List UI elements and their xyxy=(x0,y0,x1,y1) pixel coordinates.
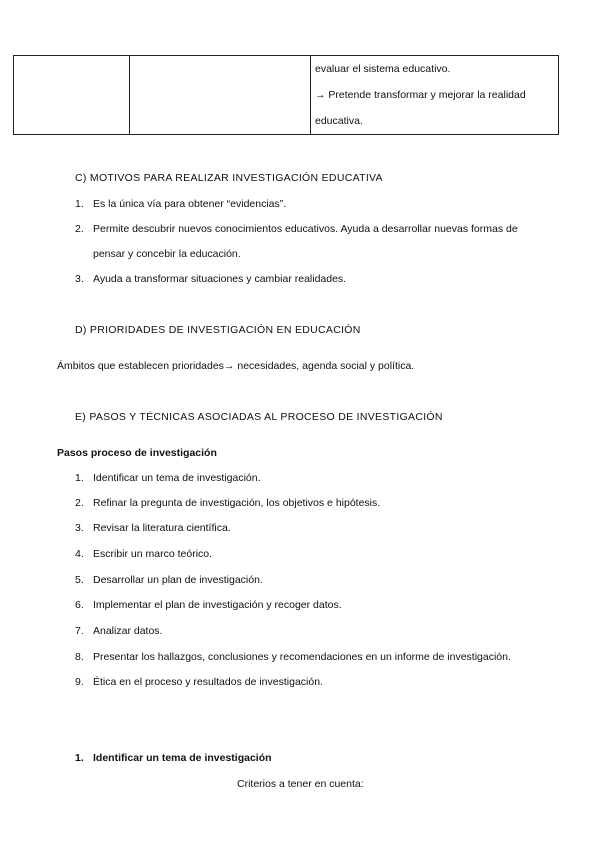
list-text: Permite descubrir nuevos conocimientos educativos. Ayuda a desarrollar nuevas formas de xyxy=(93,223,518,235)
table-cell-empty-2 xyxy=(130,56,311,135)
subsection-title: Identificar un tema de investigación xyxy=(93,752,272,764)
list-number: 1. xyxy=(75,198,84,210)
list-text: Desarrollar un plan de investigación. xyxy=(93,574,263,586)
list-text: Implementar el plan de investigación y recoger datos. xyxy=(93,599,342,611)
list-number: 2. xyxy=(75,223,84,235)
list-number: 1. xyxy=(75,472,84,484)
list-text: Analizar datos. xyxy=(93,625,163,637)
list-item xyxy=(75,676,323,688)
section-d-body: Ámbitos que establecen prioridades→ necesidades, agenda social y política. xyxy=(57,360,415,372)
table-cell-line: educativa. xyxy=(315,115,363,127)
list-item xyxy=(75,574,263,586)
criteria-label: Criterios a tener en cuenta: xyxy=(237,778,364,790)
list-text: Revisar la literatura científica. xyxy=(93,522,231,534)
table-cell-line: → Pretende transformar y mejorar la realidad xyxy=(315,89,526,101)
list-item xyxy=(75,548,212,560)
list-number: 9. xyxy=(75,676,84,688)
list-number: 8. xyxy=(75,651,84,663)
list-number: 4. xyxy=(75,548,84,560)
section-c-heading: C) MOTIVOS PARA REALIZAR INVESTIGACIÓN EDUCATIVA xyxy=(75,172,383,184)
list-item xyxy=(75,223,518,235)
section-e-subheading: Pasos proceso de investigación xyxy=(57,447,217,459)
continuation-table xyxy=(13,55,559,135)
list-text: Ayuda a transformar situaciones y cambiar realidades. xyxy=(93,273,347,285)
list-item-continuation xyxy=(75,248,241,260)
section-d-heading: D) PRIORIDADES DE INVESTIGACIÓN EN EDUCACIÓN xyxy=(75,324,361,336)
subsection-heading xyxy=(75,752,272,764)
subsection-number: 1. xyxy=(75,752,84,764)
section-e-heading: E) PASOS Y TÉCNICAS ASOCIADAS AL PROCESO DE INVESTIGACIÓN xyxy=(75,411,443,423)
list-number: 3. xyxy=(75,273,84,285)
list-text: Identificar un tema de investigación. xyxy=(93,472,261,484)
list-text: Presentar los hallazgos, conclusiones y recomendaciones en un informe de investigación. xyxy=(93,651,511,663)
list-number: 3. xyxy=(75,522,84,534)
table-cell-empty-1 xyxy=(14,56,130,135)
list-item xyxy=(75,472,261,484)
list-item xyxy=(75,625,162,637)
list-text: Ética en el proceso y resultados de investigación. xyxy=(93,676,323,688)
list-text: Es la única vía para obtener “evidencias”. xyxy=(93,198,287,210)
list-item xyxy=(75,522,231,534)
list-text: pensar y concebir la educación. xyxy=(93,248,241,260)
list-number: 6. xyxy=(75,599,84,611)
list-item xyxy=(75,497,380,509)
list-item xyxy=(75,651,511,663)
table-cell-line: evaluar el sistema educativo. xyxy=(315,63,451,75)
list-number: 7. xyxy=(75,625,84,637)
list-number: 2. xyxy=(75,497,84,509)
list-item xyxy=(75,273,346,285)
list-item xyxy=(75,198,286,210)
list-number: 5. xyxy=(75,574,84,586)
list-text: Refinar la pregunta de investigación, los objetivos e hipótesis. xyxy=(93,497,381,509)
table-cell-text xyxy=(311,56,559,135)
list-text: Escribir un marco teórico. xyxy=(93,548,213,560)
list-item xyxy=(75,599,342,611)
